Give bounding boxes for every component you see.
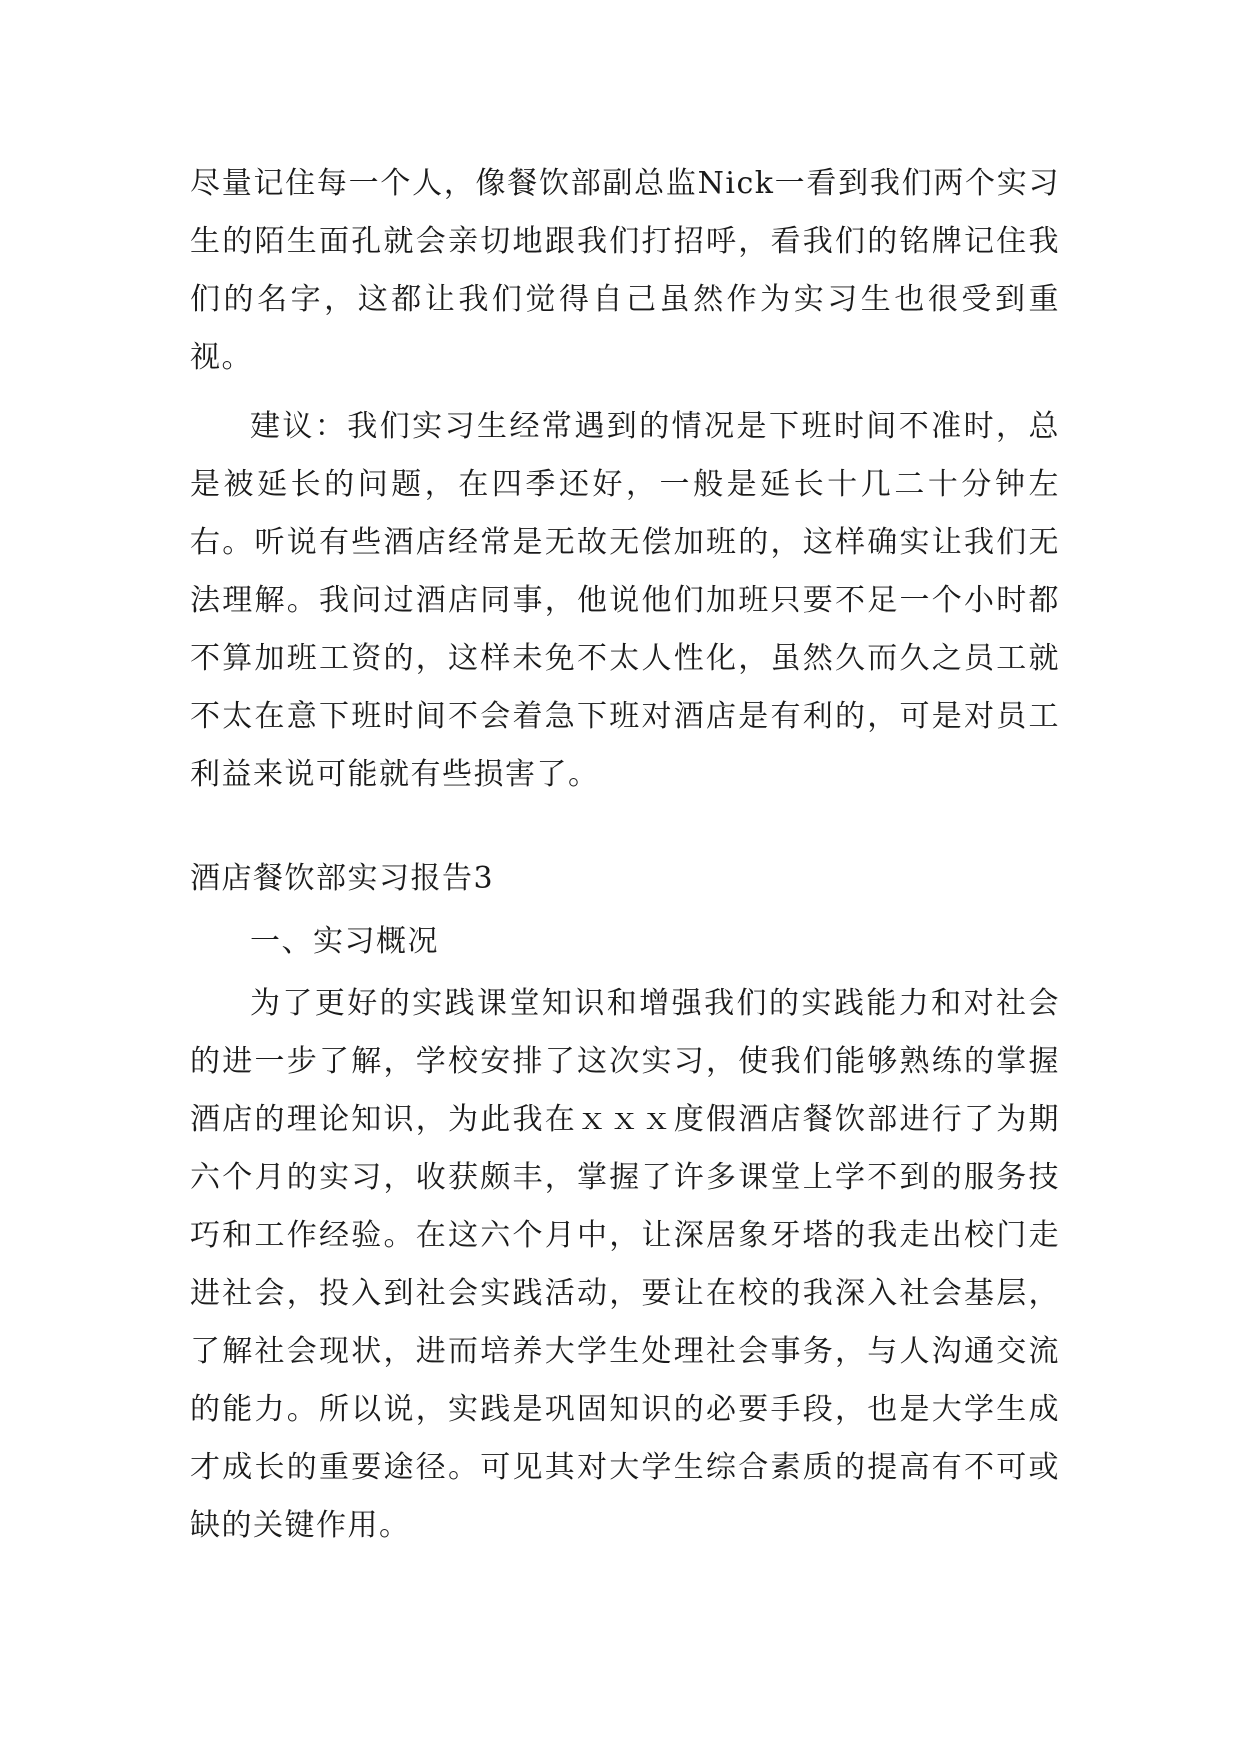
paragraph-continuation-block: [190, 155, 1060, 387]
paragraph-overview-block: [190, 975, 1060, 1555]
paragraph-suggestion-block: [190, 398, 1060, 804]
section-title: 酒店餐饮部实习报告3: [190, 861, 495, 896]
paragraph-overview: 为了更好的实践课堂知识和增强我们的实践能力和对社会的进一步了解，学校安排了这次实习，使我们能够熟练的掌握酒店的理论知识，为此我在ｘｘｘ度假酒店餐饮部进行了为期六个月的实习，收获颇丰，掌握了许多课堂上学不到的服务技巧和工作经验。在这六个月中，让深居象牙塔的我走出校门走进社会，投入到社会实践活动，要让在校的我深入社会基层，了解社会现状，进而培养大学生处理社会事务，与人沟通交流的能力。所以说，实践是巩固知识的必要手段，也是大学生成才成长的重要途径。可见其对大学生综合素质的提高有不可或缺的关键作用。: [190, 986, 1060, 1543]
paragraph-continuation: 尽量记住每一个人，像餐饮部副总监Nick一看到我们两个实习生的陌生面孔就会亲切地跟我们打招呼，看我们的铭牌记住我们的名字，这都让我们觉得自己虽然作为实习生也很受到重视。: [190, 166, 1060, 375]
subsection-title: 一、实习概况: [250, 924, 439, 959]
paragraph-suggestion: 建议：我们实习生经常遇到的情况是下班时间不准时，总是被延长的问题，在四季还好，一般是延长十几二十分钟左右。听说有些酒店经常是无故无偿加班的，这样确实让我们无法理解。我问过酒店同事，他说他们加班只要不足一个小时都不算加班工资的，这样未免不太人性化，虽然久而久之员工就不太在意下班时间不会着急下班对酒店是有利的，可是对员工利益来说可能就有些损害了。: [190, 409, 1060, 792]
